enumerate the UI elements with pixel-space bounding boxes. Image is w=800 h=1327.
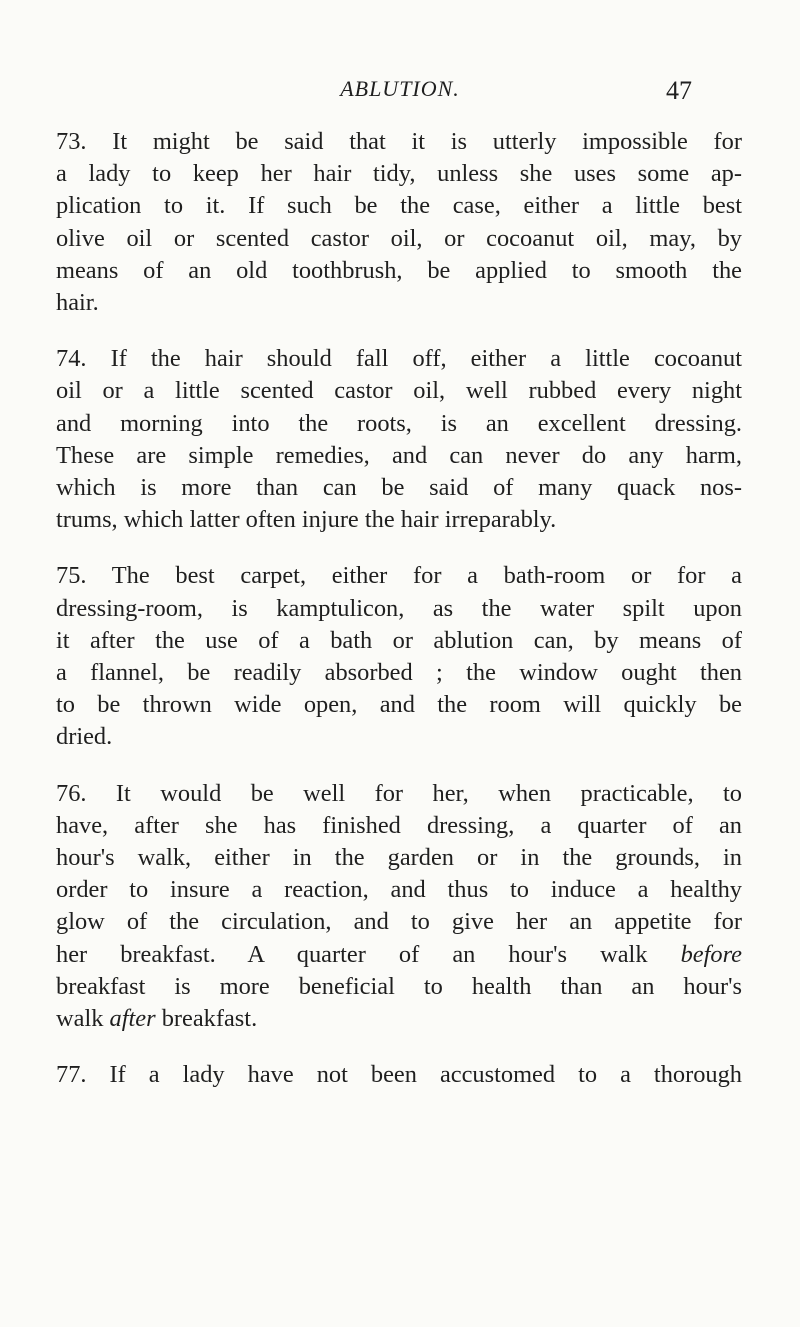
text-line	[56, 939, 742, 971]
text-line: order to insure a reaction, and thus to induce a healthy	[56, 876, 742, 904]
text-line: hair.	[56, 289, 99, 317]
paragraph-77	[56, 1059, 742, 1091]
page-number: 47	[666, 76, 692, 105]
text-run: breakfast.	[155, 1005, 258, 1033]
text-line: it after the use of a bath or ablution can, by means of	[56, 626, 742, 654]
text-line: breakfast is more beneficial to health than an hour's	[56, 972, 742, 1000]
body-text	[56, 126, 742, 1115]
text-line: 76. It would be well for her, when practicable, to	[56, 779, 742, 807]
text-line: These are simple remedies, and can never do any harm,	[56, 441, 742, 469]
paragraph-73	[56, 126, 742, 319]
running-header	[0, 76, 800, 106]
text-line: dressing-room, is kamptulicon, as the water spilt upon	[56, 594, 742, 622]
text-line: dried.	[56, 723, 113, 751]
paragraph-76	[56, 778, 742, 1036]
text-line: to be thrown wide open, and the room will quickly be	[56, 691, 742, 719]
text-line: olive oil or scented castor oil, or cocoanut oil, may, by	[56, 224, 742, 252]
text-line: and morning into the roots, is an excellent dressing.	[56, 409, 742, 437]
running-title: ABLUTION.	[340, 76, 460, 101]
paragraph-74	[56, 343, 742, 536]
text-line: 77. If a lady have not been accustomed to a thorough	[56, 1061, 742, 1089]
text-line: means of an old toothbrush, be applied to smooth the	[56, 256, 742, 284]
text-line: hour's walk, either in the garden or in the grounds, in	[56, 844, 742, 872]
text-run: walk	[56, 1005, 110, 1033]
text-line: 74. If the hair should fall off, either a little cocoanut	[56, 345, 742, 373]
text-line: trums, which latter often injure the hair irreparably.	[56, 506, 557, 534]
text-line: oil or a little scented castor oil, well rubbed every night	[56, 377, 742, 405]
text-run: her breakfast. A quarter of an hour's walk	[56, 940, 681, 968]
text-line	[56, 1003, 742, 1035]
text-line: 75. The best carpet, either for a bath-room or for a	[56, 562, 742, 590]
text-line: a flannel, be readily absorbed ; the window ought then	[56, 659, 742, 687]
text-line: glow of the circulation, and to give her an appetite for	[56, 908, 742, 936]
paragraph-75	[56, 560, 742, 753]
emphasis-after: after	[109, 1005, 156, 1033]
text-line: which is more than can be said of many quack nos-	[56, 474, 742, 502]
text-line: plication to it. If such be the case, either a little best	[56, 192, 742, 220]
emphasis-before: before	[680, 940, 742, 968]
text-line: have, after she has finished dressing, a quarter of an	[56, 811, 742, 839]
text-line: a lady to keep her hair tidy, unless she uses some ap-	[56, 160, 742, 188]
text-line: 73. It might be said that it is utterly impossible for	[56, 128, 742, 155]
